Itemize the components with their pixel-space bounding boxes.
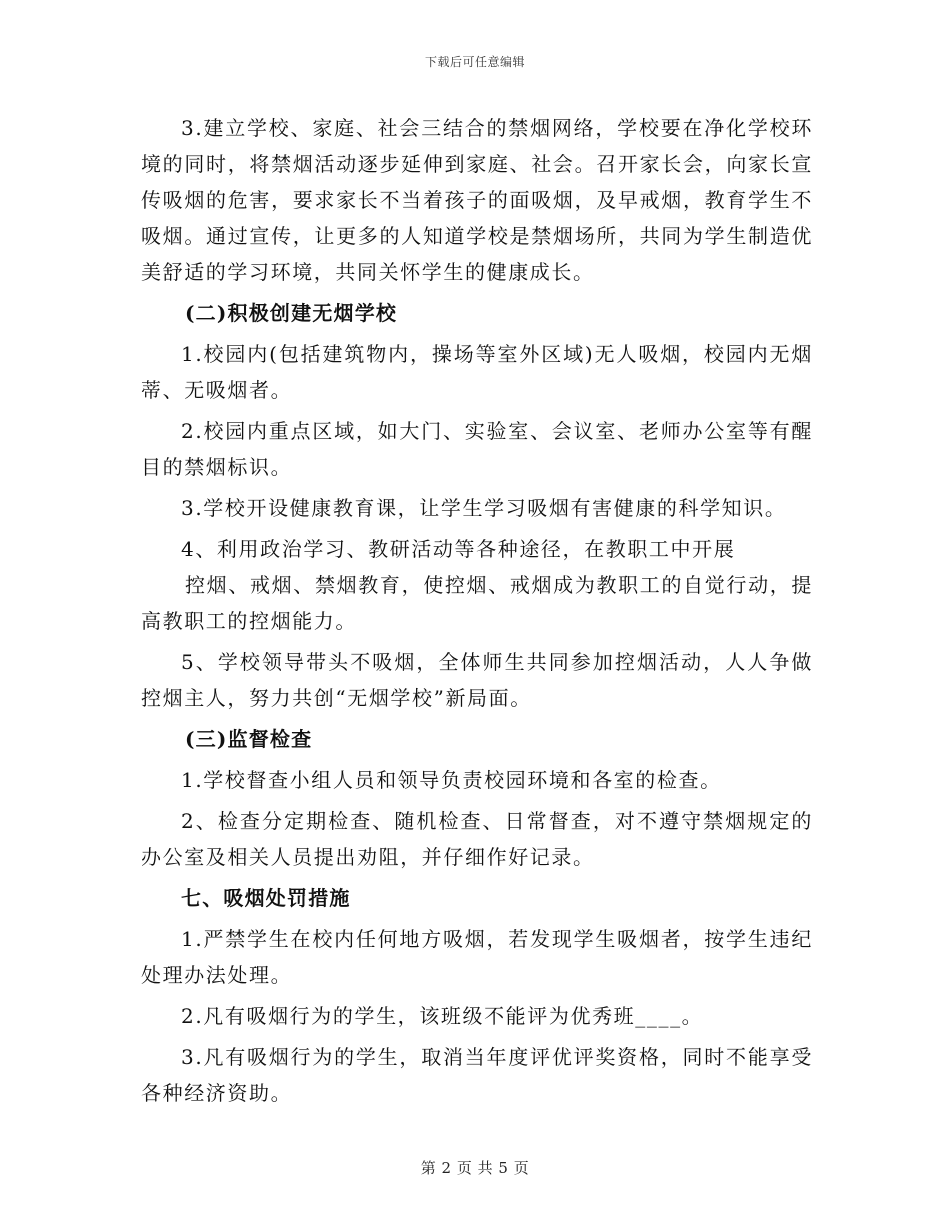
paragraph-campus-no-smoking: 1.校园内(包括建筑物内，操场等室外区域)无人吸烟，校园内无烟蒂、无吸烟者。 <box>141 342 813 402</box>
paragraph-penalty-2: 2.凡有吸烟行为的学生，该班级不能评为优秀班____。 <box>181 1004 704 1028</box>
paragraph-penalty-3: 3.凡有吸烟行为的学生，取消当年度评优评奖资格，同时不能享受各种经济资助。 <box>141 1045 813 1105</box>
paragraph-health-course: 3.学校开设健康教育课，让学生学习吸烟有害健康的科学知识。 <box>181 496 787 520</box>
paragraph-inspection-team: 1.学校督查小组人员和领导负责校园环境和各室的检查。 <box>181 768 722 792</box>
paragraph-staff-education-cont <box>141 567 813 639</box>
document-body <box>141 110 813 1116</box>
section-heading-supervision: (三)监督检查 <box>185 727 313 751</box>
paragraph-family-network: 3.建立学校、家庭、社会三结合的禁烟网络，学校要在净化学校环境的同时，将禁烟活动逐步延伸到家庭、社会。召开家长会，向家长宣传吸烟的危害，要求家长不当着孩子的面吸烟，及早戒烟，教育学生不吸烟。通过宣传，让更多的人知道学校是禁烟场所，共同为学生制造优美舒适的学习环境，共同关怀学生的健康成长。 <box>141 116 813 284</box>
section-heading-create-smoke-free: (二)积极创建无烟学校 <box>185 301 398 325</box>
section-heading-penalties: 七、吸烟处罚措施 <box>181 886 351 910</box>
paragraph-inspection-types: 2、检查分定期检查、随机检查、日常督查，对不遵守禁烟规定的办公室及相关人员提出劝阻，并仔细作好记录。 <box>141 809 813 869</box>
paragraph-staff-education-text: 控烟、戒烟、禁烟教育，使控烟、戒烟成为教职工的自觉行动，提高教职工的控烟能力。 <box>141 573 813 633</box>
header-note: 下载后可任意编辑 <box>424 55 525 69</box>
paragraph-signage: 2.校园内重点区域，如大门、实验室、会议室、老师办公室等有醒目的禁烟标识。 <box>141 419 813 479</box>
paragraph-staff-education-start: 4、利用政治学习、教研活动等各种途径，在教职工中开展 <box>181 537 736 561</box>
paragraph-penalty-1: 1.严禁学生在校内任何地方吸烟，若发现学生吸烟者，按学生违纪处理办法处理。 <box>141 927 813 987</box>
paragraph-leadership: 5、学校领导带头不吸烟，全体师生共同参加控烟活动，人人争做控烟主人，努力共创“无烟学校”新局面。 <box>141 650 813 710</box>
page-number: 第 2 页 共 5 页 <box>420 1159 530 1177</box>
